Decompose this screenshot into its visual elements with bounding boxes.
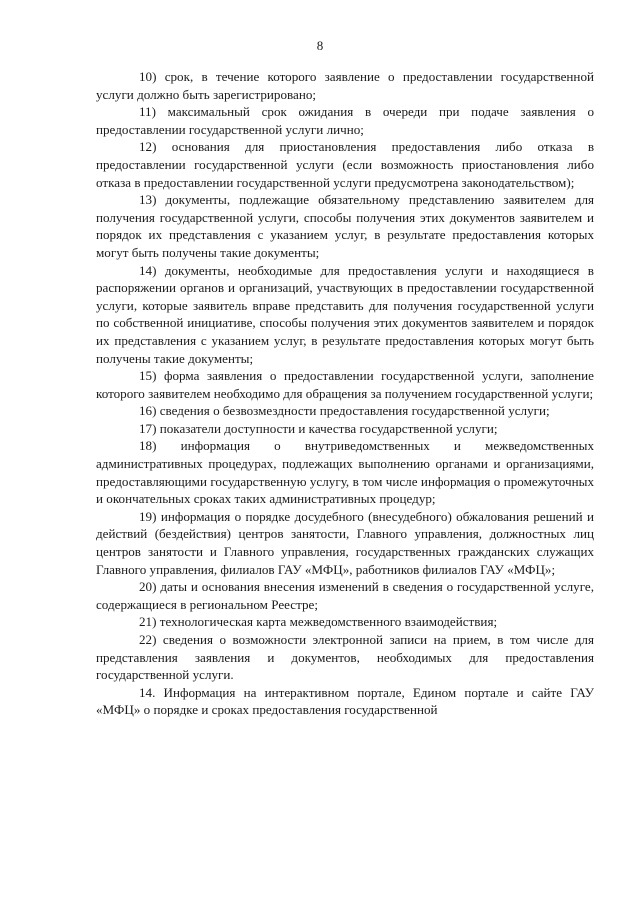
list-item-16: 16) сведения о безвозмездности предоставления государственной услуги; — [139, 403, 550, 419]
list-item-13: 13) документы, подлежащие обязательному представлению заявителем для получения государственной услуги, способы получения этих документов заявителем и порядок их представления с указанием услуг, в результате предоставления которых могут быть получены такие документы; — [96, 192, 594, 260]
section-14-paragraph: 14. Информация на интерактивном портале, Едином портале и сайте ГАУ «МФЦ» о порядке и сроках предоставления государственной — [96, 684, 594, 718]
list-item-11: 11) максимальный срок ожидания в очереди при подаче заявления о предоставлении государственной услуги лично; — [96, 104, 594, 137]
list-item-21: 21) технологическая карта межведомственного взаимодействия; — [139, 614, 498, 630]
list-item-14: 14) документы, необходимые для предоставления услуги и находящиеся в распоряжении органов и организаций, участвующих в предоставлении государственной услуги, которые заявитель вправе представить для получения государственной услуги по собственной инициативе, способы получения этих документов заявителем и порядок их представления с указанием услуг, в результате предоставления которых могут быть получены такие документы; — [96, 262, 594, 366]
list-item-10: 10) срок, в течение которого заявление о предоставлении государственной услуги должно быть зарегистрировано; — [96, 69, 594, 102]
list-item-18: 18) информация о внутриведомственных и межведомственных административных процедурах, подлежащих выполнению органами и организациями, предоставляющими государственную услугу, в том числе информация о промежуточных и окончательных сроках таких административных процедур; — [96, 438, 594, 507]
list-item-15: 15) форма заявления о предоставлении государственной услуги, заполнение которого заявителем необходимо для обращения за получением государственной услуги; — [96, 368, 594, 401]
list-item-17: 17) показатели доступности и качества государственной услуги; — [139, 420, 498, 436]
list-item-19: 19) информация о порядке досудебного (внесудебного) обжалования решений и действий (бездействия) центров занятости, Главного управления, должностных лиц центров занятости и Главного управления, государственных гражданских служащих Главного управления, филиалов ГАУ «МФЦ», работников филиалов ГАУ «МФЦ»; — [96, 508, 594, 577]
list-item-22: 22) сведения о возможности электронной записи на прием, в том числе для представления заявления и документов, необходимых для предоставления государственной услуги. — [96, 632, 594, 683]
document-body — [96, 68, 594, 719]
list-item-20: 20) даты и основания внесения изменений в сведения о государственной услуге, содержащиеся в региональном Реестре; — [96, 579, 594, 612]
list-item-12: 12) основания для приостановления предоставления либо отказа в предоставлении государственной услуги (если возможность приостановления либо отказа в предоставлении государственной услуги предусмотрена законодательством); — [96, 139, 594, 190]
page-number: 8 — [316, 38, 324, 53]
